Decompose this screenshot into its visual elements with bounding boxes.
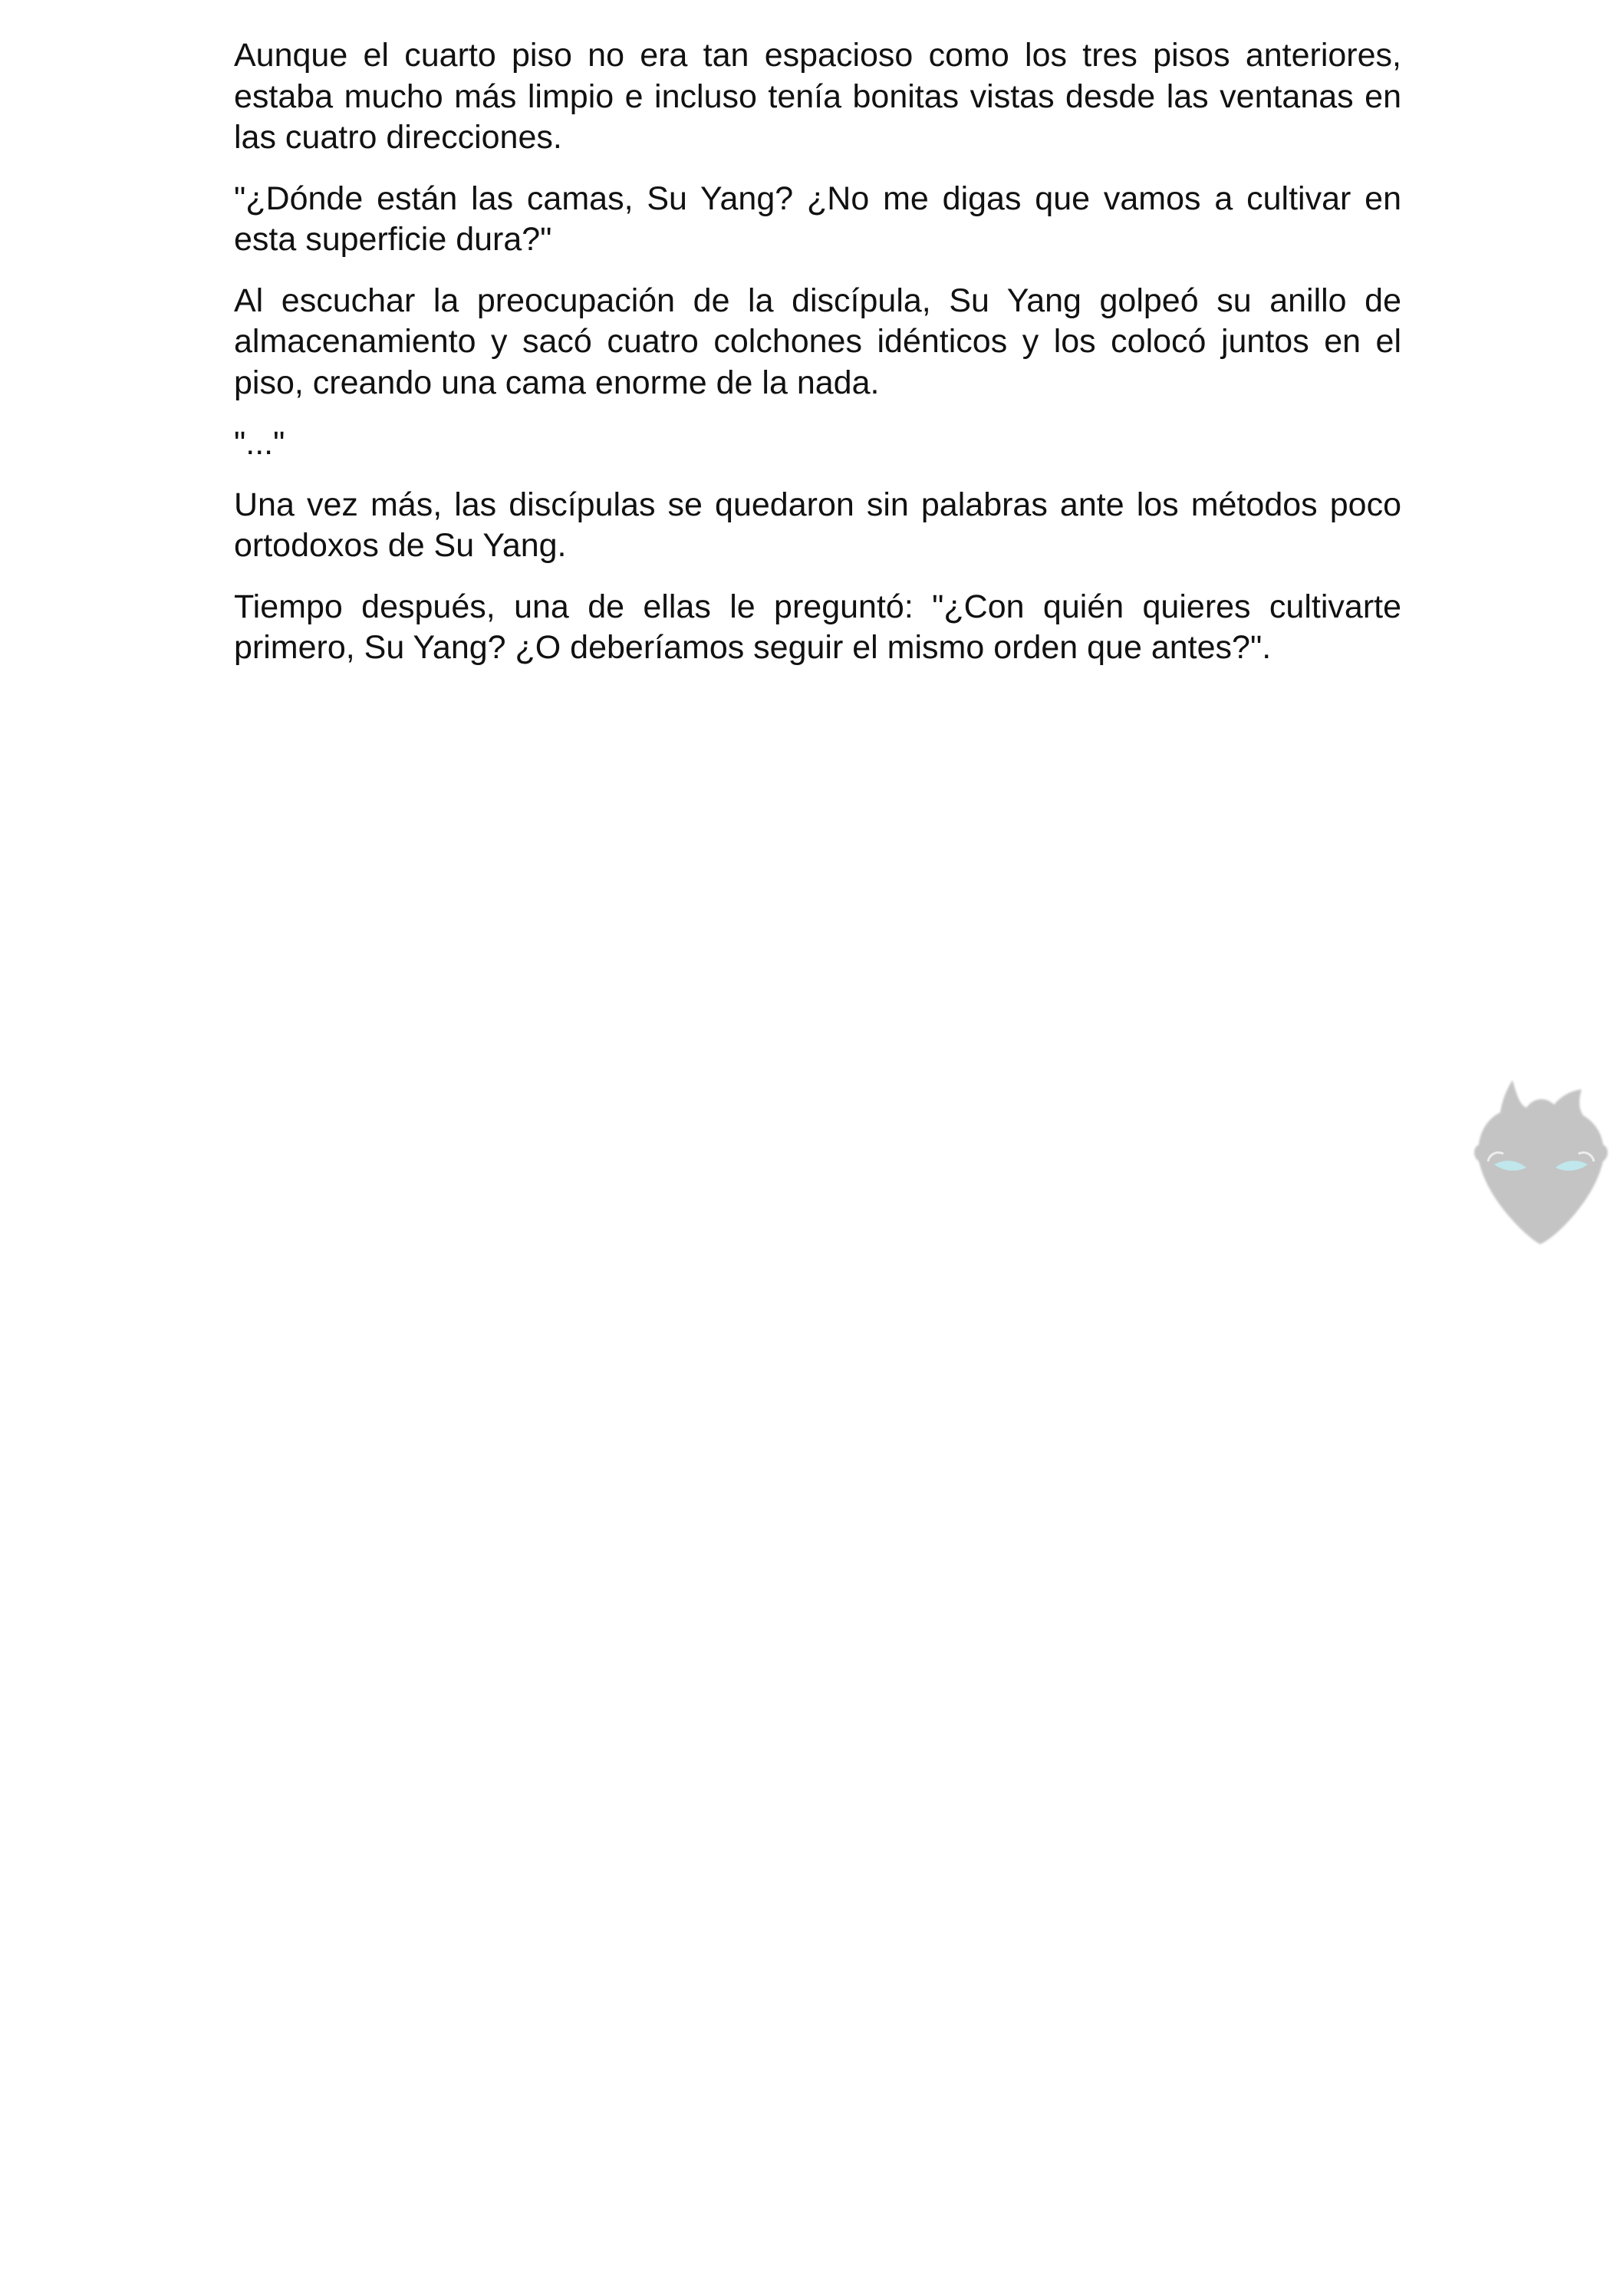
paragraph-1: Aunque el cuarto piso no era tan espacioso como los tres pisos anteriores, estaba mucho más limpio e incluso tenía bonitas vistas desde las ventanas en las cuatro direcciones. [234,37,1401,156]
paragraph-3: Al escuchar la preocupación de la discípula, Su Yang golpeó su anillo de almacenamiento y sacó cuatro colchones idénticos y los colocó juntos en el piso, creando una cama enorme de la nada. [234,282,1401,401]
paragraph-5: Una vez más, las discípulas se quedaron sin palabras ante los métodos poco ortodoxos de Su Yang. [234,486,1401,564]
paragraph-2: "¿Dónde están las camas, Su Yang? ¿No me digas que vamos a cultivar en esta superficie dura?" [234,180,1401,258]
paragraph-4: "..." [234,425,285,462]
demon-mask-icon [1467,1074,1612,1250]
paragraph-6: Tiempo después, una de ellas le preguntó: "¿Con quién quieres cultivarte primero, Su Yang? ¿O deberíamos seguir el mismo orden que antes?". [234,588,1401,666]
text-body [234,35,1401,689]
mask-shape [1474,1080,1608,1244]
